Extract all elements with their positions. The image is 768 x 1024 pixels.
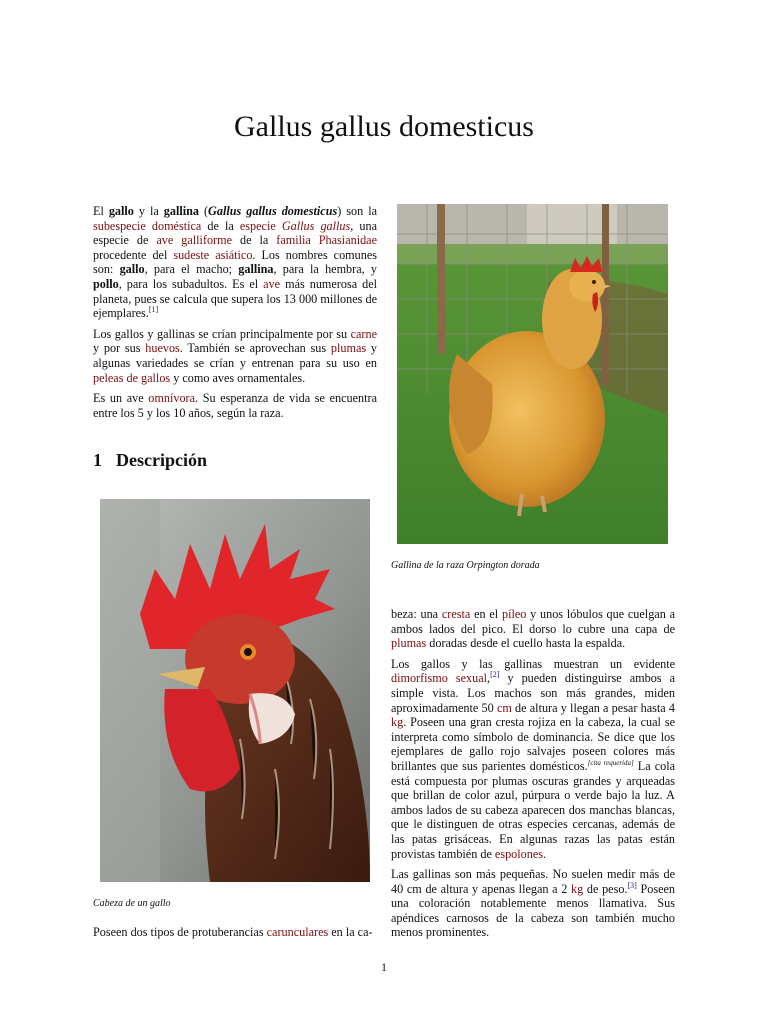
- link-gallus-gallus[interactable]: Gallus gallus: [281, 218, 351, 233]
- reference-3[interactable]: [3]: [627, 880, 637, 890]
- link-dimorfismo-sexual[interactable]: dimorfismo sexual: [391, 671, 488, 686]
- reference-2[interactable]: [2]: [490, 670, 500, 680]
- link-familia-phasianidae[interactable]: familia Phasianidae: [276, 233, 377, 248]
- link-carne[interactable]: carne: [350, 326, 377, 341]
- right-column: [391, 607, 675, 946]
- citation-needed[interactable]: [cita requerida]: [587, 758, 634, 767]
- intro-paragraph-1: El gallo y la gallina (Gallus gallus domesticus) son la subespecie doméstica de la especie Gallus gallus, una especie de ave galliforme de la familia Phasianidae procedente del sudeste asiático. Los nombres comunes son: gallo, para el macho; gallina, para la hembra, y pollo, para los subadultos. Es el ave más numerosa del planeta, pues se calcula que supera los 13 000 millones de ejemplares.[1]: [93, 204, 378, 321]
- hen-caption: Gallina de la raza Orpington dorada: [391, 560, 540, 571]
- section-number: 1: [93, 450, 102, 470]
- section-heading: [93, 450, 207, 471]
- link-especie[interactable]: especie: [239, 218, 276, 233]
- link-sudeste-asiatico[interactable]: sudeste asiático: [173, 247, 253, 262]
- hen-photo: [397, 204, 668, 544]
- link-huevos[interactable]: huevos: [145, 341, 180, 356]
- link-espolones[interactable]: espolones: [494, 846, 543, 861]
- link-omnivora[interactable]: omnívora: [148, 391, 196, 406]
- intro-paragraph-3: Es un ave omnívora. Su esperanza de vida se encuentra entre los 5 y los 10 años, según la raza.: [93, 391, 377, 420]
- rooster-caption: Cabeza de un gallo: [93, 898, 171, 909]
- page-number: 1: [381, 960, 387, 974]
- link-cm[interactable]: cm: [496, 700, 512, 715]
- intro-column: [93, 204, 377, 426]
- rooster-illustration: [100, 499, 370, 882]
- section-title: Descripción: [116, 450, 207, 470]
- link-kg-2[interactable]: kg: [571, 881, 584, 896]
- link-ave[interactable]: ave: [263, 276, 281, 291]
- link-subespecie[interactable]: subespecie doméstica: [93, 218, 202, 233]
- link-plumas[interactable]: plumas: [330, 341, 367, 356]
- rooster-photo: [100, 499, 370, 882]
- link-carunculares[interactable]: carunculares: [266, 925, 329, 939]
- link-cresta[interactable]: cresta: [441, 607, 471, 621]
- link-plumas-2[interactable]: plumas: [391, 636, 427, 651]
- right-paragraph-3: Las gallinas son más pequeñas. No suelen medir más de 40 cm de altura y apenas llegan a 2 kg de peso.[3] Poseen una coloración notablemente menos llamativa. Sus apéndices carnosos de la cabeza son también mucho menos prominentes.: [391, 867, 676, 940]
- reference-1[interactable]: [1]: [148, 305, 159, 315]
- link-peleas-de-gallos[interactable]: peleas de gallos: [93, 370, 171, 385]
- intro-paragraph-2: Los gallos y gallinas se crían principalmente por su carne y por sus huevos. También se aprovechan sus plumas y algunas variedades se crían y entrenan para su uso en peleas de gallos y como aves ornamentales.: [93, 326, 377, 385]
- right-paragraph-1: beza: una cresta en el píleo y unos lóbulos que cuelgan a ambos lados del pico. El dorso lo cubre una capa de plumas doradas desde el cuello hasta la espalda.: [391, 607, 675, 651]
- link-ave-galliforme[interactable]: ave galliforme: [156, 233, 233, 248]
- link-pileo[interactable]: píleo: [501, 607, 527, 621]
- hen-illustration: [397, 204, 668, 544]
- right-paragraph-2: Los gallos y las gallinas muestran un evidente dimorfismo sexual,[2] y pueden distinguirse ambos a simple vista. Los machos son más grandes, miden aproximadamente 50 cm de altura y llegan a pesar hasta 4 kg. Poseen una gran cresta rojiza en la cabeza, la cual se interpreta como símbolo de dominancia. Se dice que los ejemplares de gallo rojo salvajes poseen colores más brillantes que sus parientes domésticos.[cita requerida] La cola está compuesta por plumas oscuras grandes y arqueadas que brillan de color azul, púrpura o verde bajo la luz. A ambos lados de su cabeza aparecen dos manchas blancas, que le distinguen de otras especies cercanas, además de las patas grisáceas. En algunas razas las patas están provistas también de espolones.: [391, 656, 675, 861]
- left-bottom-text: Poseen dos tipos de protuberancias carunculares en la ca-: [93, 925, 373, 939]
- page-title: Gallus gallus domesticus: [234, 110, 534, 143]
- link-kg[interactable]: kg: [391, 715, 404, 730]
